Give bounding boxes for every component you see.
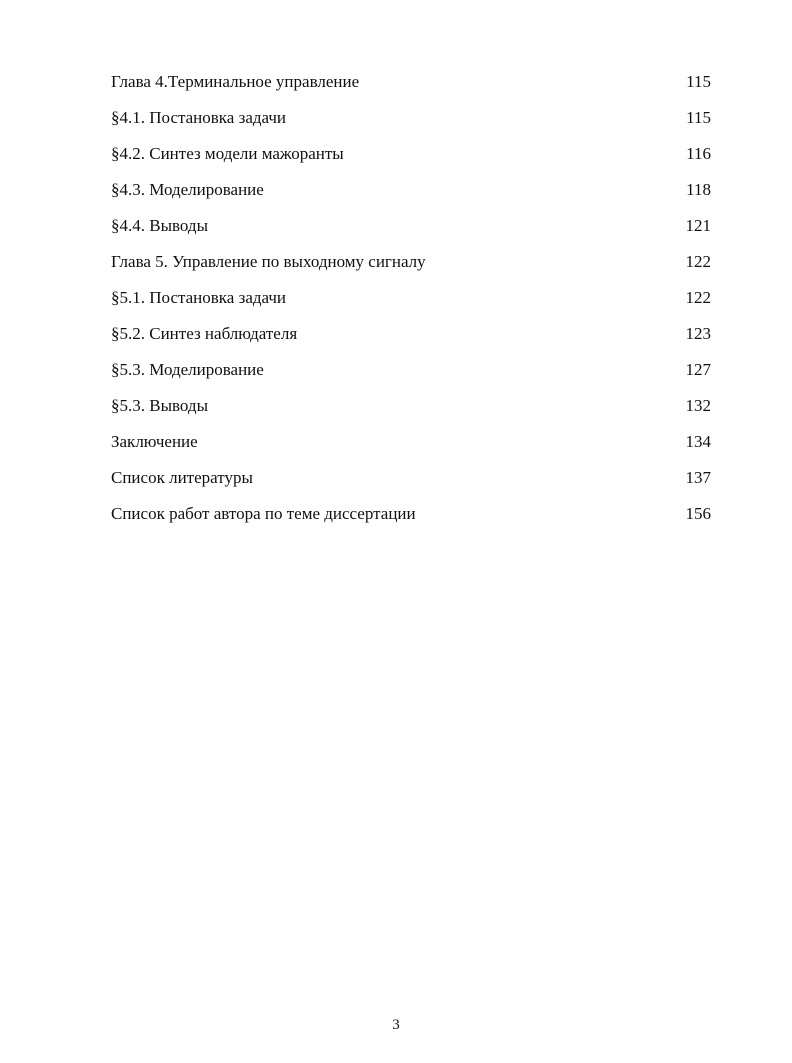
- toc-entry-page: 115: [686, 108, 711, 127]
- toc-entry: [111, 106, 711, 142]
- toc-entry-title: §5.1. Постановка задачи: [111, 288, 287, 307]
- toc-entry: [111, 178, 711, 214]
- toc-entry-page: 121: [685, 216, 711, 235]
- toc-entry-title: §4.4. Выводы: [111, 216, 209, 235]
- toc-entry-title: §5.2. Синтез наблюдателя: [111, 324, 298, 343]
- toc-entry-page: 122: [685, 252, 711, 271]
- toc-entry-page: 116: [686, 144, 711, 163]
- toc-entry-page: 118: [686, 180, 711, 199]
- toc-entry-title: Заключение: [111, 432, 198, 451]
- toc-entry-page: 132: [685, 396, 711, 415]
- toc-entry-page: 122: [685, 288, 711, 307]
- toc-entry: [111, 214, 711, 250]
- toc-entry-title: §4.1. Постановка задачи: [111, 108, 287, 127]
- toc-entry-page: 127: [685, 360, 711, 379]
- toc-entry-title: Глава 4.Терминальное управление: [111, 72, 360, 91]
- table-of-contents: [111, 70, 711, 538]
- toc-entry-title: §5.3. Моделирование: [111, 360, 264, 379]
- toc-entry-title: Глава 5. Управление по выходному сигналу: [111, 252, 426, 271]
- toc-entry-title: §4.2. Синтез модели мажоранты: [111, 144, 344, 163]
- toc-entry-title: Список работ автора по теме диссертации: [111, 504, 416, 523]
- toc-entry-title: §5.3. Выводы: [111, 396, 209, 415]
- toc-entry-page: 137: [685, 468, 711, 487]
- toc-entry: [111, 286, 711, 322]
- toc-entry: [111, 70, 711, 106]
- toc-entry: [111, 250, 711, 286]
- toc-entry: [111, 322, 711, 358]
- toc-entry-title: Список литературы: [111, 468, 253, 487]
- toc-entry: [111, 358, 711, 394]
- page-number: 3: [392, 1017, 400, 1033]
- toc-entry: [111, 502, 711, 538]
- toc-entry-page: 115: [686, 72, 711, 91]
- toc-entry-page: 156: [685, 504, 711, 523]
- toc-entry-page: 123: [685, 324, 711, 343]
- toc-entry: [111, 142, 711, 178]
- toc-entry: [111, 466, 711, 502]
- toc-entry: [111, 430, 711, 466]
- toc-entry: [111, 394, 711, 430]
- toc-entry-page: 134: [685, 432, 711, 451]
- toc-entry-title: §4.3. Моделирование: [111, 180, 264, 199]
